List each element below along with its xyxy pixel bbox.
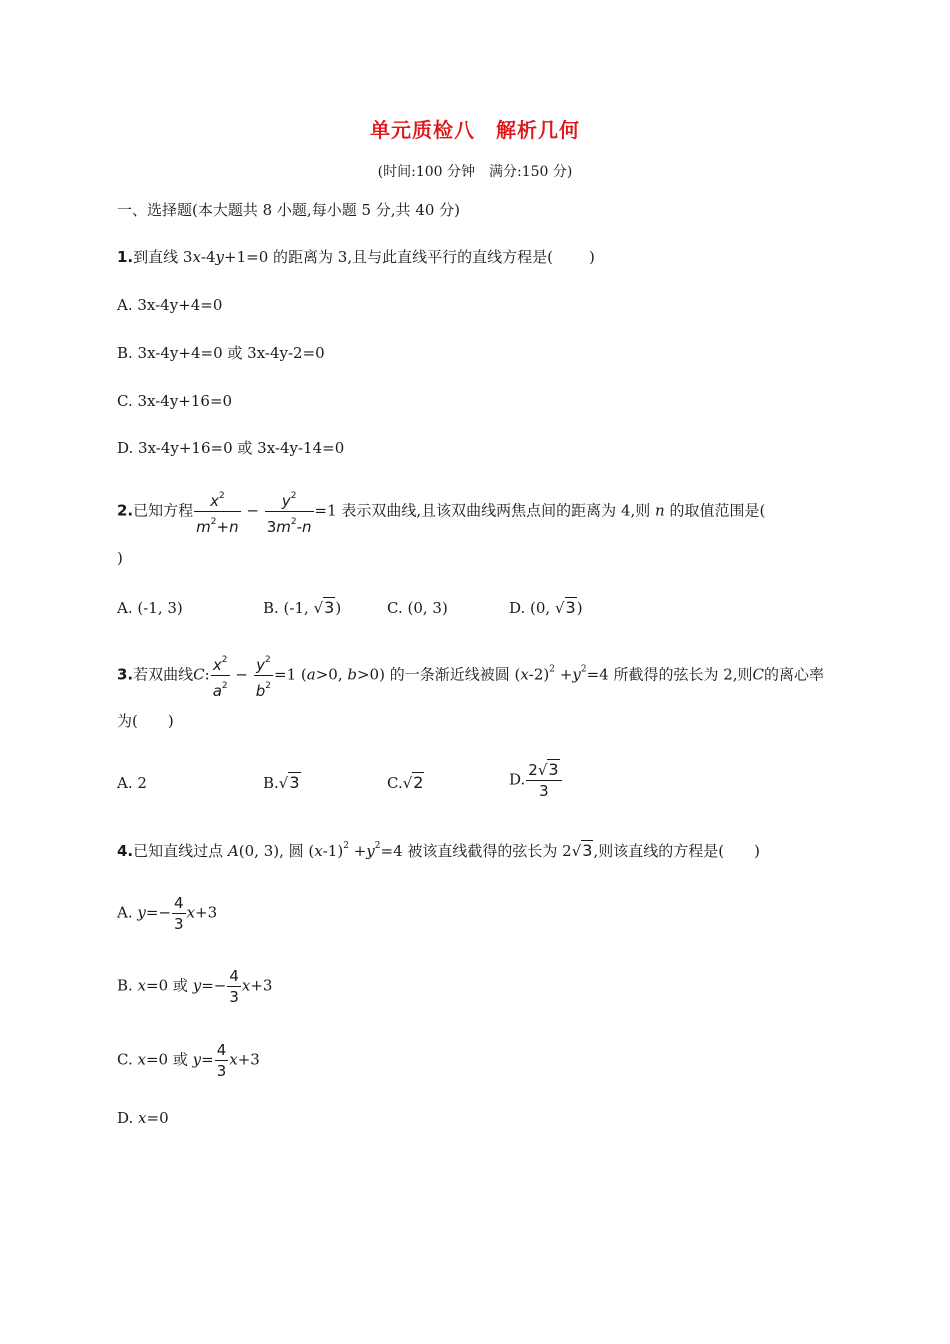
q1-option-c: C. 3x-4y+16=0	[117, 392, 233, 410]
fraction-4-over-3: $\frac{4}{3}$	[174, 894, 184, 933]
q4-option-c: C. x=0 或 y= $\frac{4}{3}$ x+3	[117, 1041, 260, 1080]
sqrt-3: √3	[313, 598, 335, 617]
question-2: 2.已知方程 $\frac{x^2}{m^2+n}$ − $\frac{y^2}{3m^2-n}$ =1 表示双曲线,且该双曲线两焦点间的距离为 4,则 n 的取值范围是(	[117, 486, 765, 537]
q4-option-b: B. x=0 或 y=− $\frac{4}{3}$ x+3	[117, 967, 273, 1006]
sqrt-3: √3	[554, 598, 576, 617]
q4-option-a: A. y=− $\frac{4}{3}$ x+3	[117, 894, 218, 933]
q1-option-a: A. 3x-4y+4=0	[117, 296, 223, 314]
sqrt-2: √2	[402, 773, 424, 792]
q2-option-a: A. (-1, 3)	[117, 599, 183, 617]
section-heading: 一、选择题(本大题共 8 小题,每小题 5 分,共 40 分)	[117, 201, 461, 219]
question-3: 3.若双曲线C: $\frac{x^2}{a^2}$ − $\frac{y^2}{b^2}$ =1 (a>0, b>0) 的一条渐近线被圆 $(x-2)^2 +y^2=4$ 所截得的弦长为 2,则C的离心率	[117, 650, 824, 701]
q4-option-d: D. x=0	[117, 1109, 169, 1127]
question-4: 4.已知直线过点 A(0, 3), 圆 $(x-1)^2 +y^2=4$ 被该直线截得的弦长为 2√3,则该直线的方程是( )	[117, 841, 760, 860]
q3-option-c: C.√2	[387, 773, 424, 792]
sqrt-3: √3	[278, 773, 300, 792]
q2-option-b: B. (-1, √3)	[263, 598, 342, 617]
sqrt-3: √3	[571, 841, 593, 860]
q3-option-a: A. 2	[117, 774, 147, 792]
question-number: 1.	[117, 248, 134, 266]
page-title: 单元质检八 解析几何	[370, 118, 580, 142]
fraction-2sqrt3-over-3: $\frac{2√3}{3}$	[526, 760, 561, 801]
question-number: 4.	[117, 842, 134, 860]
fraction-x2-over-m2-plus-n: $\frac{x^2}{m^2+n}$	[196, 491, 239, 536]
q2-option-c: C. (0, 3)	[387, 599, 448, 617]
q3-option-d: D. $\frac{2√3}{3}$	[509, 760, 563, 801]
fraction-4-over-3: $\frac{4}{3}$	[216, 1041, 227, 1080]
fraction-y2-over-3m2-minus-n: $\frac{y^2}{3m^2-n}$	[266, 491, 312, 536]
q3-option-b: B.√3	[263, 773, 300, 792]
question-3-wrap: 为( )	[117, 712, 174, 730]
fraction-4-over-3: $\frac{4}{3}$	[229, 967, 239, 1006]
fraction-x2-over-a2: $\frac{x^2}{a^2}$	[212, 655, 228, 700]
page-subtitle: (时间:100 分钟 满分:150 分)	[377, 164, 573, 180]
question-number: 3.	[117, 665, 134, 684]
q2-option-d: D. (0, √3)	[509, 598, 583, 617]
q1-option-d: D. 3x-4y+16=0 或 3x-4y-14=0	[117, 439, 345, 457]
question-2-wrap: )	[117, 549, 123, 567]
question-number: 2.	[117, 501, 134, 520]
q1-option-b: B. 3x-4y+4=0 或 3x-4y-2=0	[117, 344, 325, 362]
fraction-y2-over-b2: $\frac{y^2}{b^2}$	[255, 655, 272, 700]
question-1: 1.到直线 3x-4y+1=0 的距离为 3,且与此直线平行的直线方程是( )	[117, 248, 595, 266]
